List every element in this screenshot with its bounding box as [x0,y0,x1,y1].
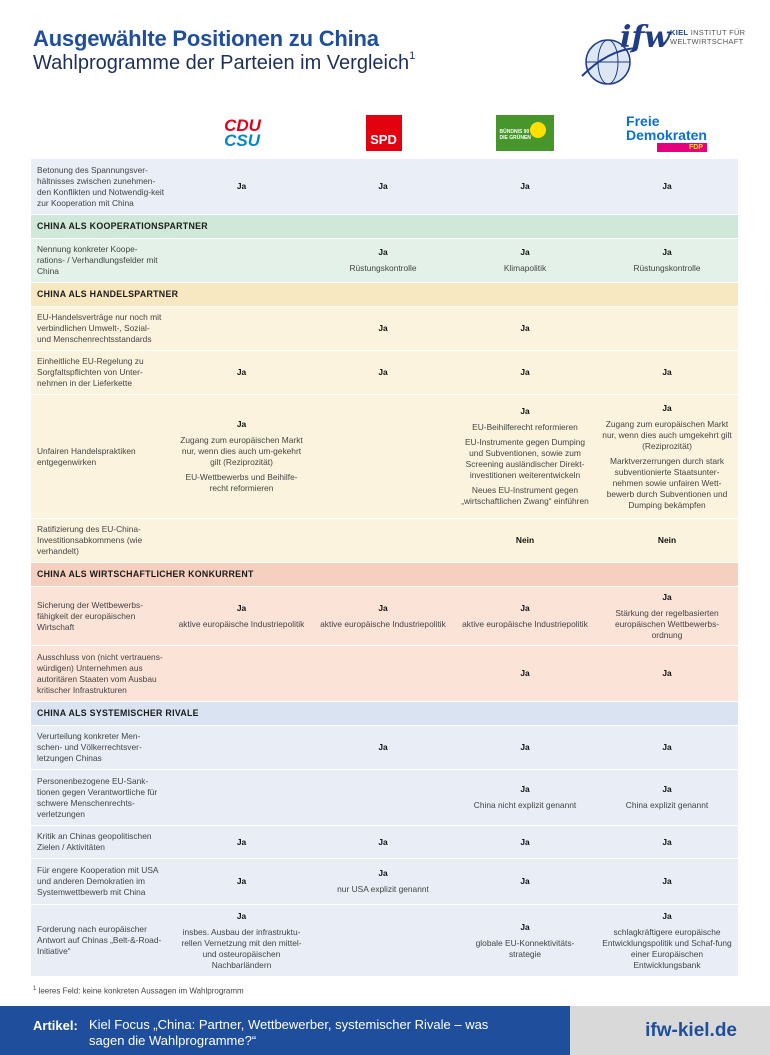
cell-gruene [454,726,596,770]
gruene-logo [454,108,595,158]
answer: Ja [520,836,530,847]
table-row [31,587,738,646]
cell-spd [312,307,454,351]
cell-spd [312,905,454,977]
cell-gruene [454,905,596,977]
detail: aktive europäische Industriepolitik [462,618,588,629]
cell-fdp [596,307,738,351]
answer: Ja [520,668,530,678]
answer: Ja [236,181,247,191]
detail: Marktverzerrungen durch stark subventionierte Staatsunter-nehmen sowie unfairen Wett-bewerb durch Subventionen und Dumping bekämpfen [606,455,728,510]
cell-spd [312,159,454,215]
answer: Ja [662,402,672,413]
detail: globale EU-Konnektivitäts-strategie [475,937,575,959]
page-subtitle [33,52,415,75]
detail: schlagkräftigere europäische Entwicklungspolitik und Schaf-fung einer Europäischen Entwicklungsbank [602,926,732,970]
fdp-bar: FDP [657,143,707,152]
cell-gruene [454,519,596,563]
answer: Ja [520,742,530,752]
section-header [31,215,738,239]
detail: nur USA explizit genannt [337,884,429,894]
ifw-wordmark: ifw [620,20,671,55]
answer: Ja [662,910,672,921]
cell-fdp [596,159,738,215]
detail: EU-Wettbewerbs und Beihilfe-recht reformieren [185,472,298,493]
spd-text: SPD [366,115,402,151]
spd-logo [313,108,454,158]
article-link[interactable]: Kiel Focus „China: Partner, Wettbewerber, systemischer Rivale – was sagen die Wahlprogramme?“ [89,1017,489,1048]
cell-spd [312,239,454,283]
section-title: CHINA ALS HANDELSPARTNER [31,283,738,307]
answer: Ja [520,602,530,613]
answer: Ja [236,367,247,377]
footnote-marker: 1 [409,50,416,63]
website-link[interactable]: ifw-kiel.de [645,1020,737,1041]
ifw-line3: WELTWIRTSCHAFT [670,37,744,46]
subtitle-text: Wahlprogramme der Parteien im Vergleich [33,52,410,74]
answer: Ja [378,247,388,257]
answer: Ja [520,367,530,377]
answer: Ja [378,602,388,613]
cell-gruene [454,239,596,283]
cell-cdu [171,770,312,826]
fdp-logo [596,108,737,158]
party-logos [172,108,738,158]
answer: Ja [378,181,388,191]
detail: Neues EU-Instrument gegen „wirtschaftlichen Zwang“ einführen [461,485,589,506]
row-label: Einheitliche EU-Regelung zu Sorgfaltspflichten von Unter-nehmen in der Lieferkette [31,351,171,395]
row-label: Verurteilung konkreter Men-schen- und Völkerrechtsver-letzungen Chinas [31,726,171,770]
ifw-institute-name [670,28,750,46]
ifw-line1: KIEL [670,28,689,37]
answer: Ja [662,784,672,794]
row-label: Forderung nach europäischer Antwort auf Chinas „Belt-&-Road-Initiative“ [31,905,171,977]
cell-gruene [454,646,596,702]
gruene-line2: DIE GRÜNEN [499,135,531,141]
answer: Ja [378,323,388,333]
cell-cdu [171,159,312,215]
cell-fdp [596,587,738,646]
cell-cdu [171,307,312,351]
row-label: Sicherung der Wettbewerbs-fähigkeit der europäischen Wirtschaft [31,587,171,646]
cell-fdp [596,519,738,563]
cell-gruene [454,159,596,215]
answer: Ja [236,876,247,886]
section-title: CHINA ALS WIRTSCHAFTLICHER KONKURRENT [31,563,738,587]
cell-fdp [596,826,738,859]
cell-gruene [454,307,596,351]
cell-cdu [171,859,312,905]
cell-spd [312,587,454,646]
detail: Rüstungskontrolle [633,263,701,273]
row-label: Für engere Kooperation mit USA und anderen Demokratien im Systemwettbewerb mit China [31,859,171,905]
row-label: Betonung des Spannungsver-hältnisses zwischen zunehmen-den Konflikten und Notwendig-keit zur Kooperation mit China [31,159,171,215]
answer: Ja [662,181,672,191]
table-row [31,726,738,770]
answer: Ja [520,921,530,932]
cell-gruene [454,859,596,905]
detail: Rüstungskontrolle [349,263,417,273]
cdu-text: CDU [224,116,261,135]
cell-fdp [596,726,738,770]
cell-spd [312,646,454,702]
cell-spd [312,726,454,770]
cell-fdp [596,770,738,826]
cell-cdu [171,519,312,563]
comparison-table [31,158,738,977]
answer: Nein [657,535,677,545]
cell-fdp [596,239,738,283]
table-row [31,826,738,859]
cell-fdp [596,351,738,395]
answer: Ja [378,836,388,847]
row-label: Nennung konkreter Koope-rations- / Verhandlungsfelder mit China [31,239,171,283]
cell-cdu [171,905,312,977]
detail: insbes. Ausbau der infrastruktu-rellen Vernetzung mit den mittel- und osteuropäischen Nachbarländern [181,926,302,970]
detail: China explizit genannt [625,800,709,810]
answer: Ja [378,367,388,377]
answer: Ja [662,836,672,847]
answer: Ja [662,876,672,886]
cell-spd [312,770,454,826]
cell-cdu [171,646,312,702]
table-row [31,646,738,702]
cell-gruene [454,826,596,859]
cell-cdu [171,826,312,859]
cell-cdu [171,395,312,519]
table-row [31,395,738,519]
section-title: CHINA ALS SYSTEMISCHER RIVALE [31,702,738,726]
cell-spd [312,519,454,563]
table-row [31,351,738,395]
gruene-line1: BÜNDNIS 90 [499,129,530,135]
answer: Ja [662,668,672,678]
detail: EU-Instrumente gegen Dumping und Subventionen, sowie zum Screening ausländischer Direkt-investitionen weiterentwickeln [464,437,586,480]
cell-fdp [596,395,738,519]
cell-cdu [171,587,312,646]
answer: Ja [520,323,530,333]
ifw-logo[interactable] [578,22,746,92]
answer: Ja [662,367,672,377]
answer: Ja [236,419,247,429]
detail: Zugang zum europäischen Markt nur, wenn dies auch umgekehrt gilt (Reziprozität) [602,418,732,451]
detail: Stärkung der regelbasierten europäischen Wettbewerbs-ordnung [614,607,720,640]
fdp-line2: Demokraten [626,127,707,143]
footnote [33,986,244,996]
answer: Ja [662,742,672,752]
answer: Ja [520,247,530,257]
footnote-text: leeres Feld: keine konkreten Aussagen im Wahlprogramm [38,986,244,996]
detail: Klimapolitik [503,263,547,273]
table-row [31,770,738,826]
cell-cdu [171,726,312,770]
detail: China nicht explizit genannt [473,800,577,810]
cell-fdp [596,905,738,977]
answer: Ja [236,910,247,921]
table-row [31,239,738,283]
row-label: Personenbezogene EU-Sank-tionen gegen Verantwortliche für schwere Menschenrechts-verletzungen [31,770,171,826]
table-row [31,307,738,351]
answer: Ja [378,742,388,752]
answer: Ja [520,876,530,886]
table-row [31,859,738,905]
page-title: Ausgewählte Positionen zu China [33,26,379,51]
answer: Ja [520,181,530,191]
fdp-text [626,114,707,142]
answer: Ja [520,784,530,794]
cdu-csu-logo [172,108,313,158]
row-label: Ausschluss von (nicht vertrauens-würdigen) Unternehmen aus autoritären Staaten vom Ausbau kritischer Infrastrukturen [31,646,171,702]
cell-spd [312,826,454,859]
sunflower-icon [530,122,546,138]
cell-spd [312,395,454,519]
ifw-line2: INSTITUT FÜR [690,28,746,37]
detail: aktive europäische Industriepolitik [178,618,305,629]
answer: Ja [520,406,530,416]
answer: Nein [515,535,535,545]
cell-fdp [596,859,738,905]
cell-gruene [454,395,596,519]
detail: EU-Beihilferecht reformieren [472,422,578,432]
answer: Ja [378,868,388,878]
row-label: EU-Handelsverträge nur noch mit verbindlichen Umwelt-, Sozial- und Menschenrechtsstandards [31,307,171,351]
row-label: Unfairen Handelspraktiken entgegenwirken [31,395,171,519]
cell-gruene [454,770,596,826]
section-header [31,702,738,726]
cell-fdp [596,646,738,702]
section-header [31,283,738,307]
article-label: Artikel: [33,1018,78,1033]
cell-gruene [454,587,596,646]
row-label: Ratifizierung des EU-China-Investitionsabkommens (wie verhandelt) [31,519,171,563]
answer: Ja [662,591,672,602]
answer: Ja [236,836,247,847]
cell-gruene [454,351,596,395]
table-row [31,905,738,977]
detail: Zugang zum europäischen Markt nur, wenn dies auch um-gekehrt gilt (Reziprozität) [180,435,303,467]
gruene-text [500,129,531,141]
table-row [31,159,738,215]
table-row [31,519,738,563]
answer: Ja [236,602,247,613]
footer-bar [0,1006,770,1055]
cell-spd [312,351,454,395]
cell-spd [312,859,454,905]
section-header [31,563,738,587]
row-label: Kritik an Chinas geopolitischen Zielen / Aktivitäten [31,826,171,859]
answer: Ja [662,247,672,257]
cell-cdu [171,351,312,395]
fdp-line1: Freie [626,113,660,129]
csu-text: CSU [224,131,260,150]
detail: aktive europäische Industriepolitik [320,618,446,629]
cell-cdu [171,239,312,283]
section-title: CHINA ALS KOOPERATIONSPARTNER [31,215,738,239]
footnote-marker: 1 [33,986,37,992]
